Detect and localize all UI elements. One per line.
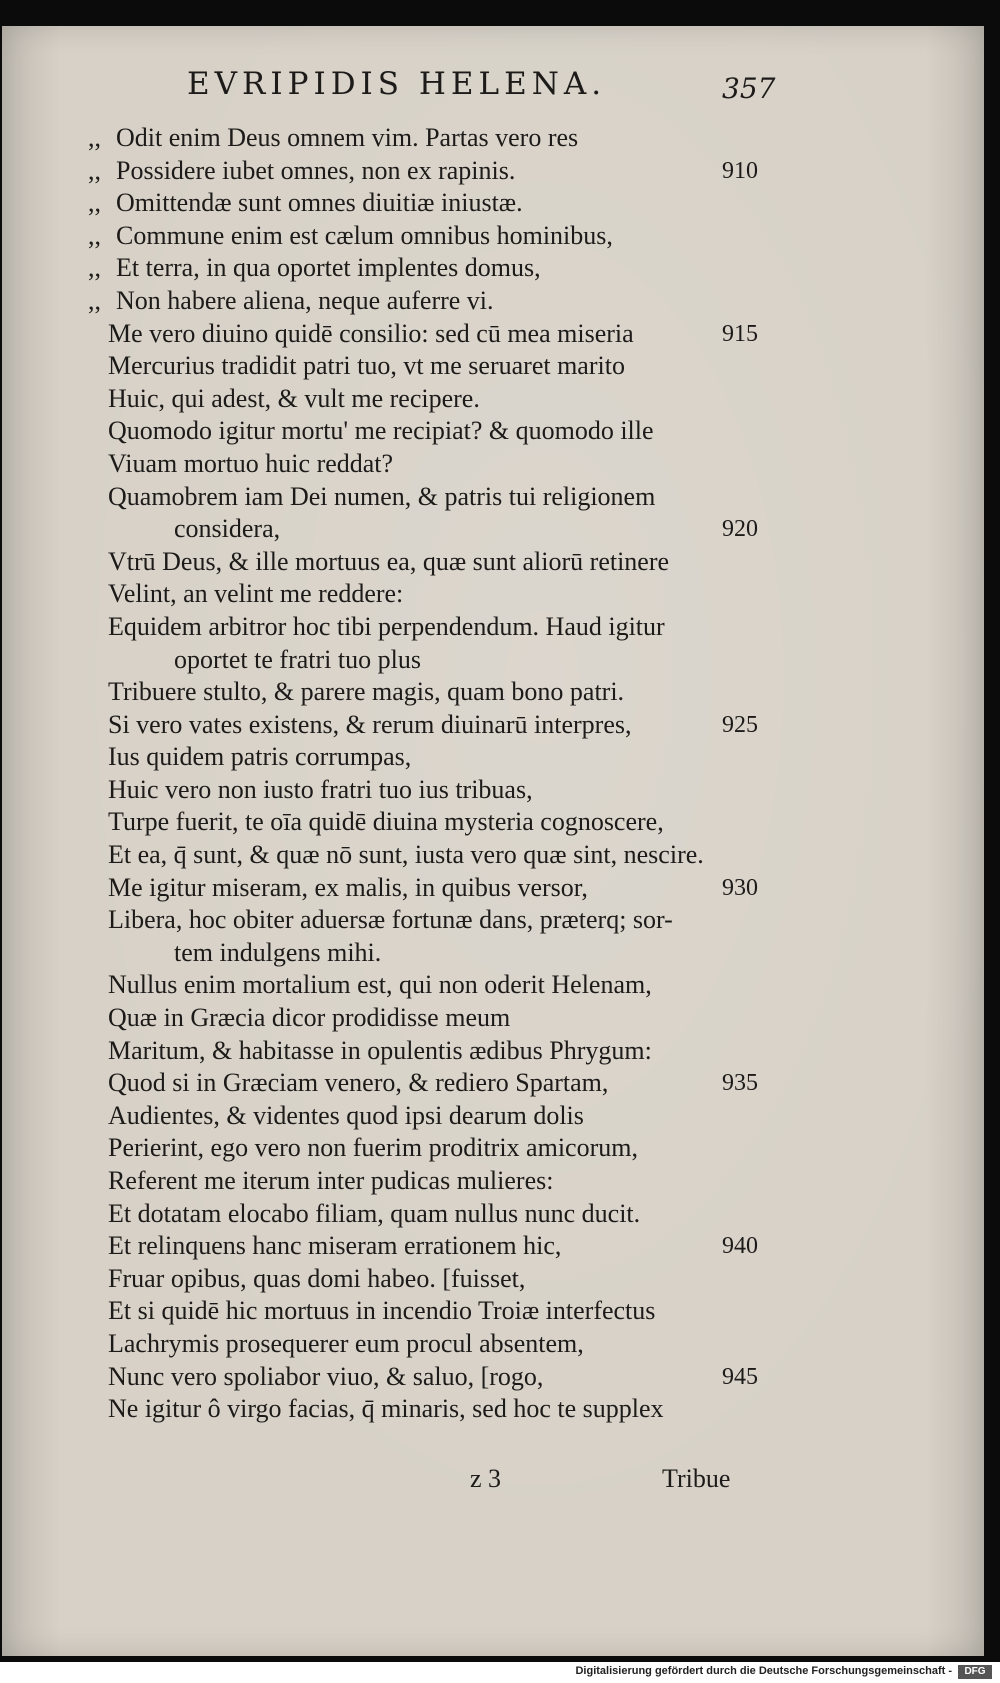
- verse-line-text: Vtrū Deus, & ille mortuus ea, quæ sunt aliorū retinere: [108, 546, 670, 576]
- verse-line-text: Turpe fuerit, te oīa quidē diuina mysteria cognoscere,: [108, 807, 664, 837]
- page-number: 357: [722, 72, 776, 105]
- verse-line-text: tem indulgens mihi.: [174, 937, 382, 967]
- verse-line: [82, 1230, 922, 1263]
- verse-line: [82, 578, 922, 611]
- catchword: Tribue: [662, 1464, 731, 1493]
- verse-line-text: Me vero diuino quidē consilio: sed cū mea miseria: [108, 318, 634, 348]
- verse-line: [82, 415, 922, 448]
- gnomic-quote-mark: ,,: [88, 123, 101, 152]
- verse-line-text: Et terra, in qua oportet implentes domus,: [116, 253, 541, 283]
- verse-line-text: Odit enim Deus omnem vim. Partas vero res: [116, 123, 579, 152]
- verse-line: [82, 1263, 922, 1296]
- verse-line-text: Et relinquens hanc miseram errationem hic,: [108, 1231, 562, 1261]
- gnomic-quote-mark: ,,: [88, 285, 101, 315]
- verse-line-text: Tribuere stulto, & parere magis, quam bono patri.: [108, 677, 625, 707]
- verse-line-text: Equidem arbitror hoc tibi perpendendum. Haud igitur: [108, 611, 665, 641]
- verse-line-text: Huic, qui adest, & vult me recipere.: [108, 383, 480, 413]
- verse-line-text: Et dotatam elocabo filiam, quam nullus nunc ducit.: [108, 1198, 641, 1228]
- verse-line-text: Quod si in Græciam venero, & rediero Spartam,: [108, 1068, 609, 1098]
- verse-line-text: Quomodo igitur mortu' me recipiat? & quomodo ille: [108, 416, 654, 446]
- verse-line: [82, 839, 922, 872]
- verse-line-text: Et ea, q̄ sunt, & quæ nō sunt, iusta vero quæ sint, nescire.: [108, 840, 704, 870]
- verse-line-text: Nunc vero spoliabor viuo, & saluo, [rogo,: [108, 1361, 544, 1391]
- verse-line: [82, 1132, 922, 1165]
- verse-line-text: Maritum, & habitasse in opulentis ædibus Phrygum:: [108, 1035, 652, 1065]
- line-number: 910: [722, 157, 758, 184]
- verse-line-text: Referent me iterum inter pudicas mulieres:: [108, 1166, 554, 1195]
- running-head: EVRIPIDIS HELENA.: [187, 66, 607, 102]
- verse-line: [82, 220, 922, 253]
- verse-line: [82, 709, 922, 742]
- verse-line: [82, 513, 922, 546]
- line-number: 945: [722, 1363, 758, 1390]
- verse-line-text: Si vero vates existens, & rerum diuinarū interpres,: [108, 709, 632, 739]
- line-number: 940: [722, 1233, 758, 1260]
- verse-line-text: Audientes, & videntes quod ipsi dearum dolis: [108, 1100, 584, 1130]
- verse-line-text: Huic vero non iusto fratri tuo ius tribuas,: [108, 774, 533, 804]
- verse-line: [82, 383, 922, 416]
- gnomic-quote-mark: ,,: [88, 155, 101, 185]
- verse-line: [82, 611, 922, 644]
- verse-line-text: Quæ in Græcia dicor prodidisse meum: [108, 1003, 511, 1033]
- verse-line: [82, 872, 922, 905]
- verse-line: [82, 1361, 922, 1394]
- verse-line: [82, 904, 922, 937]
- line-number: 925: [722, 711, 758, 738]
- verse-line: [82, 350, 922, 383]
- verse-line-text: Lachrymis prosequerer eum procul absentem,: [108, 1328, 584, 1358]
- verse-line: [82, 676, 922, 709]
- verse-line: [82, 187, 922, 220]
- verse-line: [82, 1295, 922, 1328]
- verse-line-text: Ne igitur ô virgo facias, q̄ minaris, sed hoc te supplex: [108, 1394, 664, 1424]
- verse-line-text: oportet te fratri tuo plus: [174, 644, 421, 674]
- verse-line-text: Velint, an velint me reddere:: [108, 579, 404, 609]
- verse-line: [82, 1035, 922, 1068]
- verse-line-text: Libera, hoc obiter aduersæ fortunæ dans, præterq; sor-: [108, 905, 673, 935]
- verse-line: [82, 969, 922, 1002]
- verse-line: [82, 1198, 922, 1231]
- verse-line: [82, 1002, 922, 1035]
- gnomic-quote-mark: ,,: [88, 188, 101, 218]
- verse-line: [82, 285, 922, 318]
- verse-line: [82, 644, 922, 677]
- verse-line-text: Fruar opibus, quas domi habeo. [fuisset,: [108, 1263, 526, 1293]
- verse-line-text: Non habere aliena, neque auferre vi.: [116, 285, 494, 315]
- gnomic-quote-mark: ,,: [88, 220, 101, 250]
- signature-mark: z 3: [470, 1464, 502, 1493]
- verse-line-text: Viuam mortuo huic reddat?: [108, 448, 394, 478]
- verse-line: [82, 1067, 922, 1100]
- verse-line-text: Ius quidem patris corrumpas,: [108, 742, 412, 772]
- verse-line: [82, 774, 922, 807]
- verse-line: [82, 937, 922, 970]
- verse-line-text: Perierint, ego vero non fuerim proditrix amicorum,: [108, 1133, 638, 1163]
- digitization-footer: [0, 1662, 1000, 1683]
- verse-line: [82, 252, 922, 285]
- gnomic-quote-mark: ,,: [88, 253, 101, 283]
- line-number: 915: [722, 320, 758, 347]
- book-page: [2, 26, 984, 1656]
- verse-line: [82, 318, 922, 351]
- verse-line-text: considera,: [174, 514, 281, 544]
- verse-line: [82, 481, 922, 514]
- dfg-logo-icon: DFG: [958, 1665, 992, 1679]
- verse-line: [82, 155, 922, 188]
- verse-line: [82, 806, 922, 839]
- verse-line-text: Mercurius tradidit patri tuo, vt me seruaret marito: [108, 351, 625, 381]
- verse-line: [82, 1165, 922, 1198]
- line-number: 920: [722, 516, 758, 543]
- verse-line-text: Omittendæ sunt omnes diuitiæ iniustæ.: [116, 188, 523, 218]
- verse-line-text: Nullus enim mortalium est, qui non oderit Helenam,: [108, 970, 652, 1000]
- line-number: 930: [722, 874, 758, 901]
- verse-text-block: [82, 122, 922, 1426]
- verse-line: [82, 122, 922, 155]
- verse-line-text: Quamobrem iam Dei numen, & patris tui religionem: [108, 481, 656, 511]
- verse-line: [82, 546, 922, 579]
- verse-line-text: Possidere iubet omnes, non ex rapinis.: [116, 155, 516, 185]
- verse-line: [82, 1100, 922, 1133]
- verse-line-text: Me igitur miseram, ex malis, in quibus versor,: [108, 872, 588, 902]
- verse-line: [82, 741, 922, 774]
- verse-line-text: Commune enim est cælum omnibus hominibus,: [116, 220, 613, 250]
- verse-line: [82, 1328, 922, 1361]
- verse-line-text: Et si quidē hic mortuus in incendio Troiæ interfectus: [108, 1296, 656, 1326]
- verse-line: [82, 1393, 922, 1426]
- line-number: 935: [722, 1070, 758, 1097]
- verse-line: [82, 448, 922, 481]
- funding-credit: Digitalisierung gefördert durch die Deutsche Forschungsgemeinschaft -: [575, 1665, 952, 1677]
